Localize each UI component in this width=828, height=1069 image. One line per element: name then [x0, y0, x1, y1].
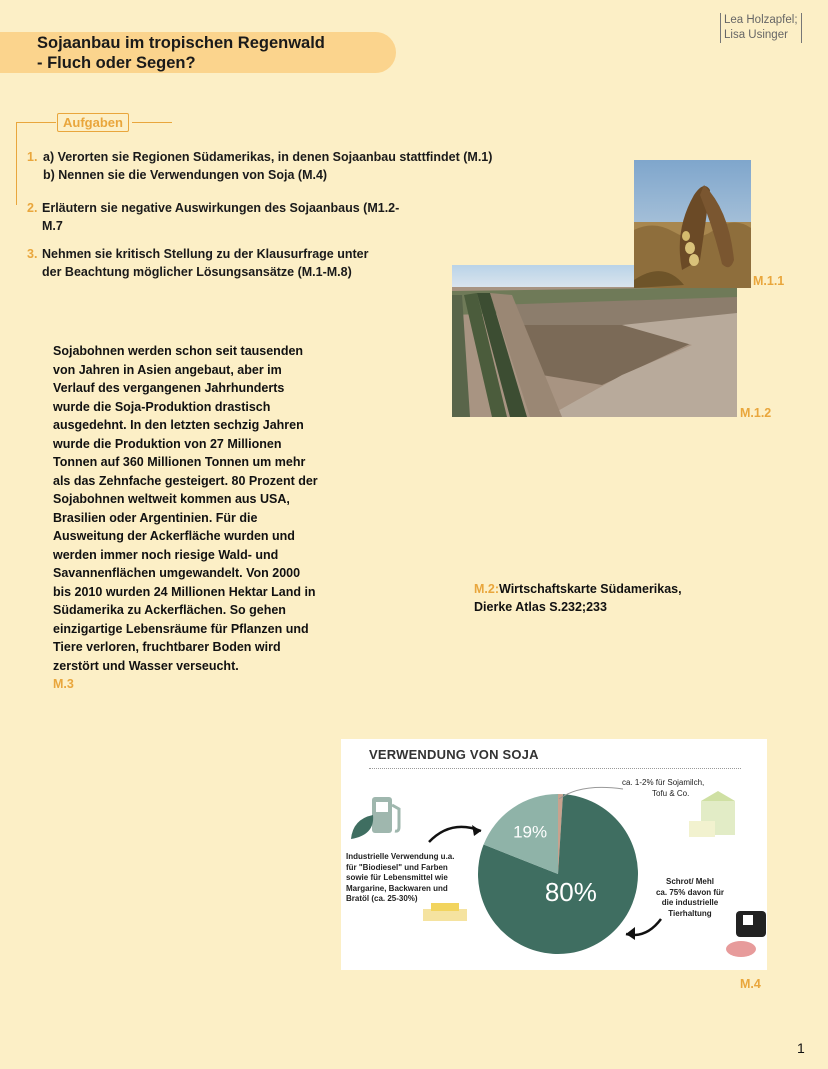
text-m3-line: wurde die Soja-Produktion drastisch: [53, 399, 271, 414]
task-1b: b) Nennen sie die Verwendungen von Soja (M.4): [43, 168, 328, 182]
label-m12: M.1.2: [740, 406, 772, 420]
title-line-1: Sojaanbau im tropischen Regenwald: [37, 34, 325, 52]
task-1-number: 1.: [27, 150, 38, 164]
annotation-soymilk-line-2: Tofu & Co.: [652, 788, 690, 798]
m2-line-1: Wirtschaftskarte Südamerikas,: [499, 582, 682, 596]
annotation-industry-line: Margarine, Backwaren und: [346, 883, 448, 893]
text-m3-line: Brasilien oder Argentinien. Für die: [53, 510, 258, 525]
text-m3-line: werden immer noch riesige Wald- und: [53, 547, 279, 562]
annotation-industry-line: für "Biodiesel" und Farben: [346, 862, 448, 872]
task-1a: a) Verorten sie Regionen Südamerikas, in denen Sojaanbau stattfindet (M.1): [43, 150, 493, 164]
annotation-feed-line: ca. 75% davon für: [655, 887, 725, 897]
annotation-soymilk: [622, 778, 762, 799]
tasks-bracket-top-right: [132, 122, 172, 123]
m2-reference: [474, 580, 734, 616]
text-m3-line: ausgedehnt. In den letzten sechzig Jahren: [53, 418, 304, 432]
author-2: Lisa Usinger: [724, 29, 788, 41]
chart-title: VERWENDUNG VON SOJA: [369, 747, 539, 762]
tasks-bracket-top: [16, 122, 56, 123]
annotation-feed-line: Schrot/ Mehl: [665, 877, 714, 886]
text-m3-line: Tonnen auf 360 Millionen Tonnen um mehr: [53, 455, 306, 469]
m2-line-2: Dierke Atlas S.232;233: [474, 600, 607, 614]
tasks-bracket-side: [16, 122, 17, 205]
title-line-2: - Fluch oder Segen?: [37, 54, 196, 72]
annotation-industry-line: Bratöl (ca. 25-30%): [346, 894, 418, 903]
arrow-head-to-feed: [626, 927, 635, 940]
task-2-line-1: Erläutern sie negative Auswirkungen des Sojaanbaus (M1.2-: [42, 201, 400, 215]
label-m3: M.3: [53, 677, 74, 691]
soybean-pods-photo: [634, 160, 751, 288]
text-m3-line: wurde die Produktion von 27 Millionen: [53, 436, 282, 451]
task-3-line-1: Nehmen sie kritisch Stellung zu der Klausurfrage unter: [42, 247, 369, 261]
annotation-feed: [640, 877, 740, 919]
author-1: Lea Holzapfel;: [724, 14, 798, 26]
page-number: 1: [797, 1040, 805, 1056]
annotation-industry: [346, 852, 476, 905]
task-2-number: 2.: [27, 201, 38, 215]
label-m11: M.1.1: [753, 274, 785, 288]
text-m3-line: einzigartige Lebensräume für Pflanzen und: [53, 621, 309, 636]
text-m3-line: Sojabohnen weltweit kommen aus USA,: [53, 492, 290, 506]
authors: [720, 13, 802, 43]
text-m3-line: Ausweitung der Ackerfläche wurden und: [53, 529, 295, 543]
annotation-soymilk-line-1: ca. 1-2% für Sojamilch,: [622, 778, 705, 787]
page-title: [37, 33, 325, 73]
tasks-heading: Aufgaben: [57, 113, 129, 132]
text-m3-line: Verlauf des vergangenen Jahrhunderts: [53, 381, 285, 395]
task-3-line-2: der Beachtung möglicher Lösungsansätze (M.1-M.8): [42, 265, 352, 279]
label-m2: M.2:: [474, 582, 499, 596]
task-2-line-2: M.7: [42, 219, 63, 233]
text-m3: [53, 342, 363, 694]
text-m3-line: als das Zehnfache gesteigert. 80 Prozent der: [53, 473, 318, 488]
text-m3-line: von Jahren in Asien angebaut, aber im: [53, 362, 282, 377]
arrow-head-to-pie: [472, 825, 481, 836]
pie-label: 19%: [513, 822, 548, 842]
annotation-industry-line: Industrielle Verwendung u.a.: [346, 852, 455, 861]
fuel-pump-icon: [351, 797, 399, 839]
text-m3-line: Sojabohnen werden schon seit tausenden: [53, 344, 304, 358]
annotation-feed-line: Tierhaltung: [668, 908, 712, 918]
text-m3-line: Savannenflächen umgewandelt. Von 2000: [53, 566, 301, 580]
annotation-industry-line: sowie für Lebensmittel wie: [346, 873, 448, 882]
butter-icon: [423, 903, 467, 921]
text-m3-line: zerstört und Wasser verseucht.: [53, 658, 239, 673]
annotation-feed-line: die industrielle: [661, 898, 719, 907]
text-m3-line: bis 2010 wurden 24 Millionen Hektar Land in: [53, 584, 316, 599]
task-3-number: 3.: [27, 247, 38, 261]
text-m3-line: Südamerika zu Ackerflächen. So gehen: [53, 603, 286, 617]
text-m3-line: Tiere verloren, fruchtbarer Boden wird: [53, 640, 281, 654]
pie-label: 80%: [544, 877, 597, 908]
label-m4: M.4: [740, 977, 761, 991]
